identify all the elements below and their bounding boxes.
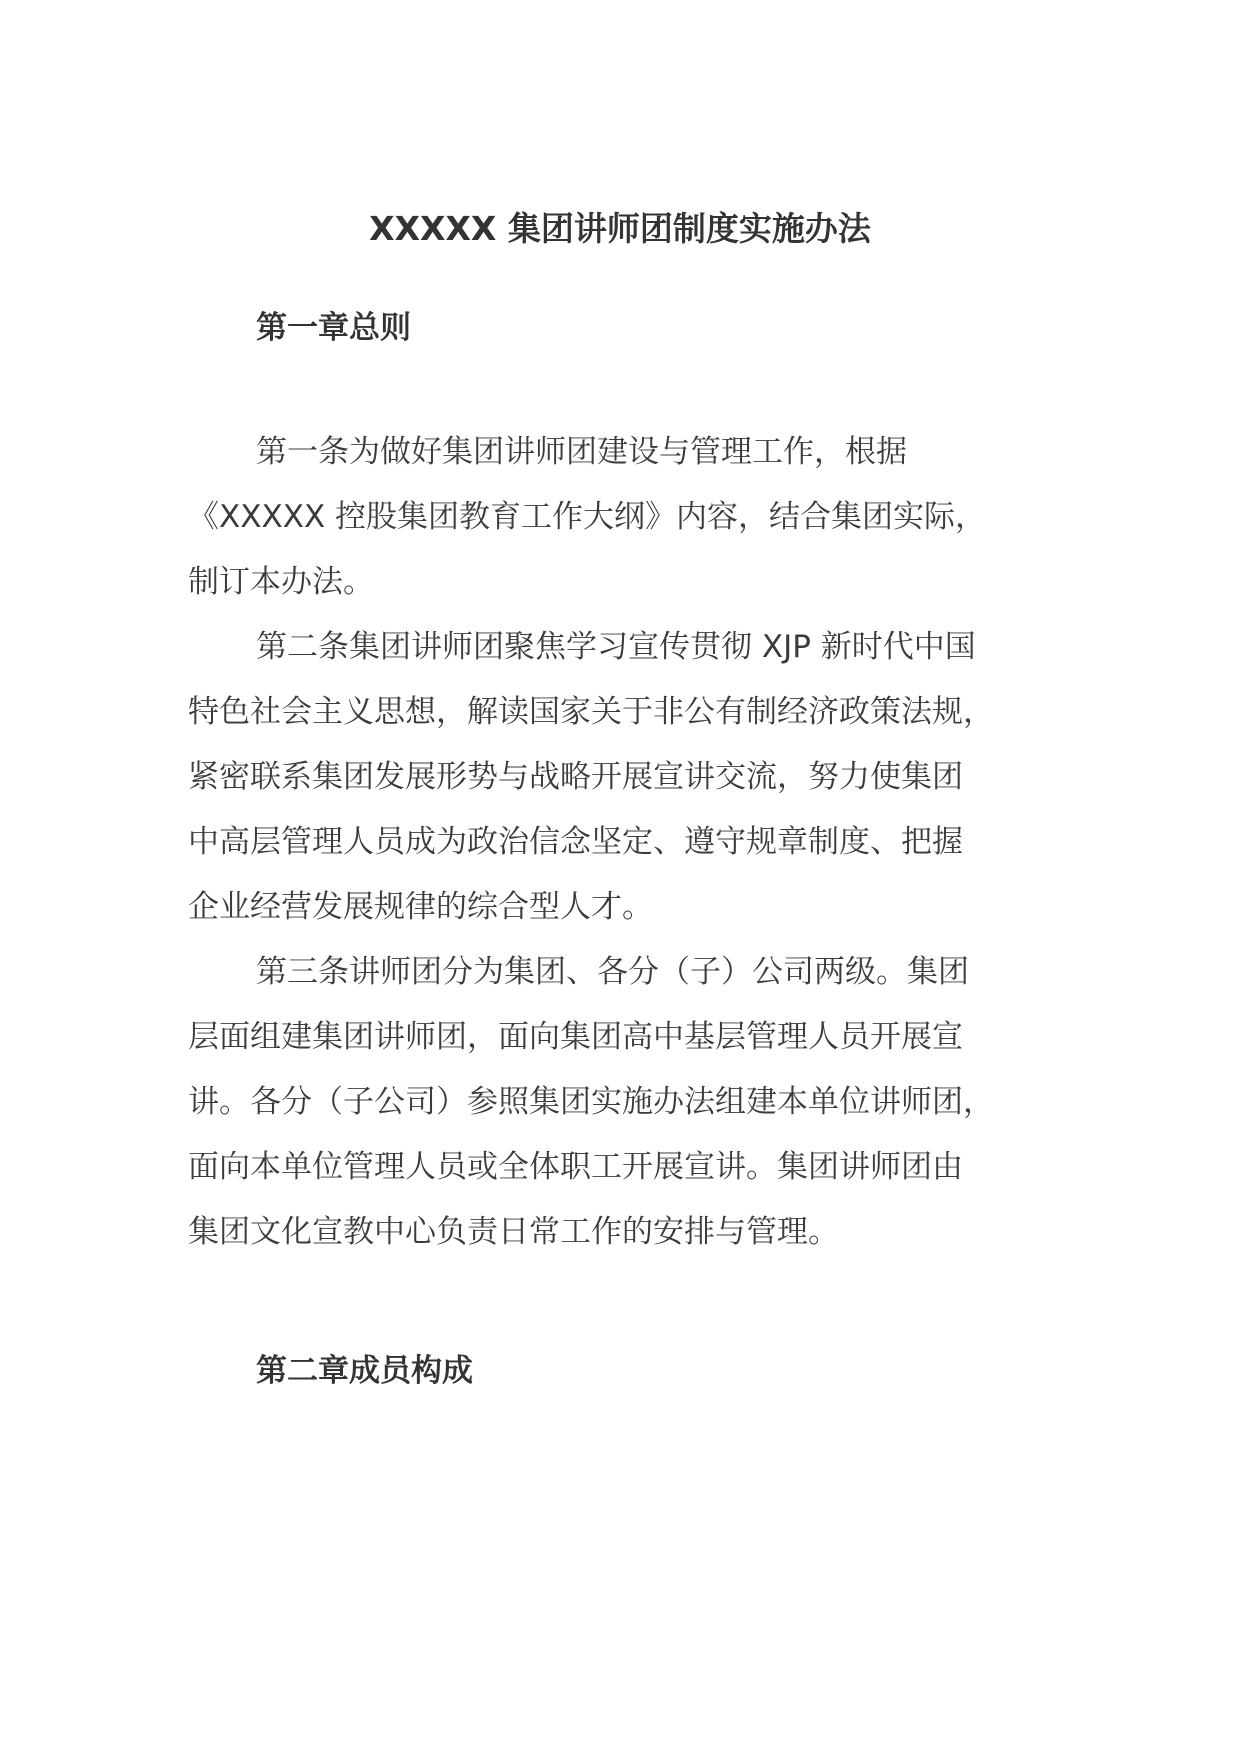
article-3-line: 讲。各分（子公司）参照集团实施办法组建本单位讲师团， [188, 1084, 994, 1120]
article-2-line: 企业经营发展规律的综合型人才。 [188, 889, 653, 925]
article-3-line: 集团文化宣教中心负责日常工作的安排与管理。 [188, 1214, 839, 1250]
chapter-2-heading: 第二章成员构成 [256, 1353, 473, 1389]
chapter-1-heading: 第一章总则 [256, 310, 411, 346]
article-2-line: 中高层管理人员成为政治信念坚定、遵守规章制度、把握 [188, 824, 963, 860]
article-3-line: 层面组建集团讲师团，面向集团高中基层管理人员开展宣 [188, 1019, 963, 1055]
article-1-line: 第一条为做好集团讲师团建设与管理工作，根据 [256, 434, 907, 470]
article-1-paragraph [188, 420, 1068, 615]
article-2-line: 第二条集团讲师团聚焦学习宣传贯彻 XJP 新时代中国 [256, 629, 976, 665]
article-3-line: 第三条讲师团分为集团、各分（子）公司两级。集团 [256, 954, 969, 990]
article-1-line: 制订本办法。 [188, 564, 374, 600]
document-title: XXXXX 集团讲师团制度实施办法 [369, 209, 871, 248]
article-2-line: 特色社会主义思想，解读国家关于非公有制经济政策法规， [188, 694, 994, 730]
article-1-line: 《XXXXX 控股集团教育工作大纲》内容，结合集团实际， [188, 499, 987, 535]
article-2-line: 紧密联系集团发展形势与战略开展宣讲交流，努力使集团 [188, 759, 963, 795]
article-3-paragraph [188, 940, 1068, 1265]
article-2-paragraph [188, 615, 1068, 940]
article-3-line: 面向本单位管理人员或全体职工开展宣讲。集团讲师团由 [188, 1149, 963, 1185]
